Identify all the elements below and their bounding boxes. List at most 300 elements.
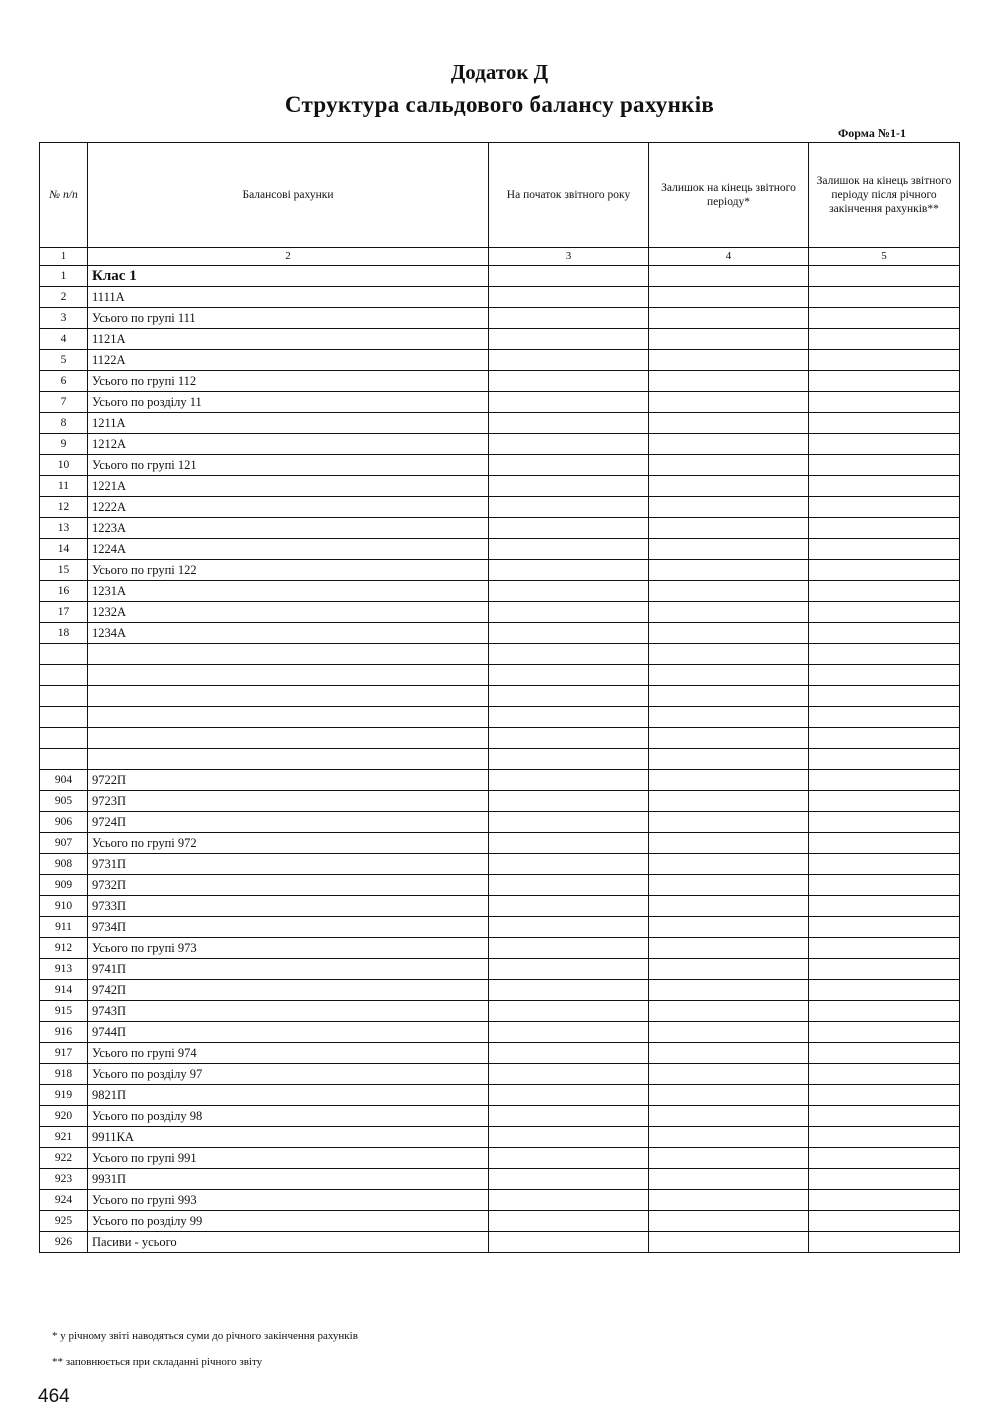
account-name: 9911КА: [88, 1127, 489, 1148]
value-cell: [809, 392, 960, 413]
table-row: [40, 497, 960, 518]
value-cell: [649, 1232, 809, 1253]
table-row: [40, 476, 960, 497]
column-header-start-of-year: На початок звітного року: [489, 143, 649, 248]
account-name: 1211А: [88, 413, 489, 434]
column-number: 3: [489, 248, 649, 266]
row-number: 4: [40, 329, 88, 350]
column-number: 2: [88, 248, 489, 266]
value-cell: [649, 497, 809, 518]
account-name: 1111А: [88, 287, 489, 308]
value-cell: [649, 329, 809, 350]
column-header-number: № п/п: [40, 143, 88, 248]
value-cell: [489, 770, 649, 791]
row-number: 1: [40, 266, 88, 287]
account-name: Усього по групі 112: [88, 371, 489, 392]
table-row: [40, 266, 960, 287]
value-cell: [809, 266, 960, 287]
account-name: Усього по розділу 11: [88, 392, 489, 413]
account-name: Пасиви - усього: [88, 1232, 489, 1253]
account-name: Усього по розділу 97: [88, 1064, 489, 1085]
value-cell: [649, 1106, 809, 1127]
value-cell: [809, 476, 960, 497]
account-name: 9733П: [88, 896, 489, 917]
table-row: [40, 1085, 960, 1106]
account-name: Усього по групі 991: [88, 1148, 489, 1169]
value-cell: [489, 1169, 649, 1190]
value-cell: [489, 749, 649, 770]
value-cell: [809, 1043, 960, 1064]
table-row: [40, 581, 960, 602]
value-cell: [649, 434, 809, 455]
row-number: 926: [40, 1232, 88, 1253]
account-name: Усього по групі 973: [88, 938, 489, 959]
row-number: 18: [40, 623, 88, 644]
value-cell: [649, 413, 809, 434]
table-row: [40, 623, 960, 644]
value-cell: [489, 287, 649, 308]
value-cell: [649, 1043, 809, 1064]
value-cell: [489, 791, 649, 812]
row-number: [40, 686, 88, 707]
row-number: 904: [40, 770, 88, 791]
account-name: 9821П: [88, 1085, 489, 1106]
value-cell: [489, 728, 649, 749]
value-cell: [809, 1085, 960, 1106]
account-name: 1232А: [88, 602, 489, 623]
form-label: Форма №1-1: [838, 126, 906, 140]
account-name: 1212А: [88, 434, 489, 455]
value-cell: [649, 770, 809, 791]
row-number: 10: [40, 455, 88, 476]
value-cell: [489, 413, 649, 434]
value-cell: [809, 1190, 960, 1211]
account-name: Усього по групі 993: [88, 1190, 489, 1211]
value-cell: [649, 1085, 809, 1106]
row-number: 11: [40, 476, 88, 497]
value-cell: [809, 770, 960, 791]
account-name: Усього по групі 974: [88, 1043, 489, 1064]
value-cell: [649, 1001, 809, 1022]
row-number: 12: [40, 497, 88, 518]
row-number: 912: [40, 938, 88, 959]
value-cell: [489, 896, 649, 917]
footnote-2: ** заповнюється при складанні річного звіту: [52, 1356, 263, 1368]
row-number: 6: [40, 371, 88, 392]
table-row: [40, 644, 960, 665]
table-row: [40, 833, 960, 854]
value-cell: [809, 938, 960, 959]
value-cell: [649, 371, 809, 392]
table-row: [40, 1064, 960, 1085]
value-cell: [809, 602, 960, 623]
value-cell: [809, 434, 960, 455]
table-row: [40, 1190, 960, 1211]
account-name: [88, 665, 489, 686]
account-name: 9731П: [88, 854, 489, 875]
value-cell: [489, 812, 649, 833]
value-cell: [809, 707, 960, 728]
account-name: Усього по розділу 98: [88, 1106, 489, 1127]
table-row: [40, 686, 960, 707]
value-cell: [809, 308, 960, 329]
value-cell: [809, 1148, 960, 1169]
table-row: [40, 707, 960, 728]
table-row: [40, 1169, 960, 1190]
table-row: [40, 959, 960, 980]
account-name: 9741П: [88, 959, 489, 980]
account-name: 1223А: [88, 518, 489, 539]
value-cell: [649, 665, 809, 686]
value-cell: [649, 602, 809, 623]
value-cell: [809, 623, 960, 644]
appendix-title: Додаток Д: [450, 60, 549, 84]
value-cell: [489, 854, 649, 875]
value-cell: [809, 1001, 960, 1022]
account-name: 1122А: [88, 350, 489, 371]
row-number: 920: [40, 1106, 88, 1127]
value-cell: [649, 287, 809, 308]
table-row: [40, 329, 960, 350]
value-cell: [489, 350, 649, 371]
row-number: 910: [40, 896, 88, 917]
value-cell: [649, 833, 809, 854]
value-cell: [649, 1211, 809, 1232]
document-title: Структура сальдового балансу рахунків: [284, 92, 715, 117]
value-cell: [489, 686, 649, 707]
table-body: [40, 266, 960, 1253]
account-name: [88, 728, 489, 749]
row-number: 916: [40, 1022, 88, 1043]
page-number: 464: [38, 1386, 70, 1407]
value-cell: [489, 518, 649, 539]
row-number: 925: [40, 1211, 88, 1232]
table-row: [40, 875, 960, 896]
value-cell: [649, 1127, 809, 1148]
value-cell: [649, 749, 809, 770]
value-cell: [809, 329, 960, 350]
value-cell: [489, 1085, 649, 1106]
table-row: [40, 287, 960, 308]
table-row: [40, 665, 960, 686]
value-cell: [809, 371, 960, 392]
value-cell: [649, 812, 809, 833]
row-number: 915: [40, 1001, 88, 1022]
value-cell: [809, 791, 960, 812]
table-row: [40, 371, 960, 392]
account-name: 1222А: [88, 497, 489, 518]
table-row: [40, 350, 960, 371]
account-name: 9931П: [88, 1169, 489, 1190]
table-row: [40, 938, 960, 959]
row-number: 15: [40, 560, 88, 581]
row-number: 5: [40, 350, 88, 371]
value-cell: [649, 854, 809, 875]
table-row: [40, 539, 960, 560]
value-cell: [489, 959, 649, 980]
account-name: 1121А: [88, 329, 489, 350]
value-cell: [809, 728, 960, 749]
value-cell: [809, 581, 960, 602]
account-name: [88, 749, 489, 770]
table-row: [40, 1022, 960, 1043]
column-number: 1: [40, 248, 88, 266]
account-name: Усього по групі 972: [88, 833, 489, 854]
value-cell: [489, 1127, 649, 1148]
account-name: 1231А: [88, 581, 489, 602]
row-number: 907: [40, 833, 88, 854]
value-cell: [809, 1232, 960, 1253]
value-cell: [489, 917, 649, 938]
row-number: [40, 665, 88, 686]
value-cell: [809, 1022, 960, 1043]
account-name: Усього по групі 111: [88, 308, 489, 329]
value-cell: [809, 749, 960, 770]
row-number: 908: [40, 854, 88, 875]
table-row: [40, 392, 960, 413]
table-row: [40, 1148, 960, 1169]
table-row: [40, 1001, 960, 1022]
value-cell: [489, 938, 649, 959]
value-cell: [649, 266, 809, 287]
account-name: Усього по групі 122: [88, 560, 489, 581]
table-row: [40, 308, 960, 329]
value-cell: [809, 833, 960, 854]
account-name: 9724П: [88, 812, 489, 833]
column-header-after-closing: Залишок на кінець звітного періоду після річного закінчення рахунків**: [809, 143, 960, 248]
row-number: [40, 707, 88, 728]
value-cell: [489, 560, 649, 581]
column-number: 4: [649, 248, 809, 266]
row-number: 911: [40, 917, 88, 938]
value-cell: [649, 1169, 809, 1190]
account-name: 9742П: [88, 980, 489, 1001]
value-cell: [489, 371, 649, 392]
value-cell: [649, 539, 809, 560]
account-name: [88, 644, 489, 665]
account-name: Усього по групі 121: [88, 455, 489, 476]
value-cell: [649, 623, 809, 644]
row-number: 917: [40, 1043, 88, 1064]
column-header-accounts: Балансові рахунки: [88, 143, 489, 248]
row-number: 919: [40, 1085, 88, 1106]
value-cell: [489, 539, 649, 560]
value-cell: [489, 497, 649, 518]
table-row: [40, 518, 960, 539]
row-number: [40, 644, 88, 665]
row-number: 2: [40, 287, 88, 308]
value-cell: [489, 875, 649, 896]
value-cell: [649, 938, 809, 959]
value-cell: [489, 665, 649, 686]
account-name: 9723П: [88, 791, 489, 812]
value-cell: [489, 1148, 649, 1169]
value-cell: [809, 560, 960, 581]
value-cell: [809, 1211, 960, 1232]
value-cell: [809, 665, 960, 686]
value-cell: [809, 455, 960, 476]
value-cell: [489, 1232, 649, 1253]
table-row: [40, 560, 960, 581]
value-cell: [809, 896, 960, 917]
value-cell: [809, 812, 960, 833]
row-number: 17: [40, 602, 88, 623]
value-cell: [489, 308, 649, 329]
account-name: Клас 1: [88, 266, 489, 287]
value-cell: [489, 581, 649, 602]
account-name: 9744П: [88, 1022, 489, 1043]
value-cell: [489, 1064, 649, 1085]
value-cell: [809, 875, 960, 896]
table-row: [40, 1232, 960, 1253]
value-cell: [489, 980, 649, 1001]
value-cell: [809, 644, 960, 665]
row-number: 16: [40, 581, 88, 602]
value-cell: [489, 392, 649, 413]
table-row: [40, 770, 960, 791]
value-cell: [649, 875, 809, 896]
value-cell: [489, 644, 649, 665]
value-cell: [489, 434, 649, 455]
header-row: [40, 143, 960, 248]
row-number: 9: [40, 434, 88, 455]
account-name: 9722П: [88, 770, 489, 791]
value-cell: [809, 1064, 960, 1085]
account-name: 1234А: [88, 623, 489, 644]
value-cell: [649, 581, 809, 602]
table-row: [40, 917, 960, 938]
table-row: [40, 896, 960, 917]
table-row: [40, 1043, 960, 1064]
value-cell: [649, 980, 809, 1001]
value-cell: [649, 959, 809, 980]
value-cell: [649, 308, 809, 329]
value-cell: [649, 350, 809, 371]
row-number: 14: [40, 539, 88, 560]
value-cell: [649, 1148, 809, 1169]
value-cell: [489, 1022, 649, 1043]
value-cell: [809, 413, 960, 434]
value-cell: [649, 896, 809, 917]
table-row: [40, 434, 960, 455]
value-cell: [649, 392, 809, 413]
value-cell: [489, 455, 649, 476]
account-name: 9734П: [88, 917, 489, 938]
row-number: 909: [40, 875, 88, 896]
row-number: 8: [40, 413, 88, 434]
value-cell: [649, 518, 809, 539]
value-cell: [489, 266, 649, 287]
value-cell: [809, 1127, 960, 1148]
value-cell: [489, 1043, 649, 1064]
value-cell: [809, 539, 960, 560]
value-cell: [489, 833, 649, 854]
account-name: 9743П: [88, 1001, 489, 1022]
value-cell: [649, 791, 809, 812]
value-cell: [809, 287, 960, 308]
value-cell: [809, 350, 960, 371]
value-cell: [809, 1169, 960, 1190]
table-row: [40, 749, 960, 770]
value-cell: [649, 455, 809, 476]
account-name: 1221А: [88, 476, 489, 497]
account-name: Усього по розділу 99: [88, 1211, 489, 1232]
row-number: 918: [40, 1064, 88, 1085]
account-name: [88, 686, 489, 707]
row-number: 905: [40, 791, 88, 812]
value-cell: [649, 917, 809, 938]
value-cell: [649, 707, 809, 728]
account-name: 1224А: [88, 539, 489, 560]
footnote-1: * у річному звіті наводяться суми до річного закінчення рахунків: [52, 1330, 358, 1342]
value-cell: [489, 1190, 649, 1211]
value-cell: [489, 623, 649, 644]
row-number: 921: [40, 1127, 88, 1148]
value-cell: [809, 518, 960, 539]
row-number: [40, 749, 88, 770]
table-row: [40, 1106, 960, 1127]
column-header-end-of-period: Залишок на кінець звітного періоду*: [649, 143, 809, 248]
value-cell: [809, 980, 960, 1001]
account-name: [88, 707, 489, 728]
value-cell: [809, 917, 960, 938]
row-number: 914: [40, 980, 88, 1001]
value-cell: [649, 686, 809, 707]
table-row: [40, 791, 960, 812]
value-cell: [649, 1190, 809, 1211]
table-row: [40, 980, 960, 1001]
value-cell: [649, 644, 809, 665]
value-cell: [489, 1211, 649, 1232]
table-row: [40, 455, 960, 476]
value-cell: [809, 959, 960, 980]
value-cell: [489, 476, 649, 497]
table-row: [40, 1211, 960, 1232]
value-cell: [489, 602, 649, 623]
value-cell: [809, 1106, 960, 1127]
value-cell: [649, 1064, 809, 1085]
value-cell: [649, 560, 809, 581]
value-cell: [649, 476, 809, 497]
row-number: 913: [40, 959, 88, 980]
value-cell: [489, 1001, 649, 1022]
row-number: 923: [40, 1169, 88, 1190]
table-row: [40, 1127, 960, 1148]
value-cell: [809, 686, 960, 707]
value-cell: [809, 854, 960, 875]
column-number-row: [40, 248, 960, 266]
row-number: 3: [40, 308, 88, 329]
value-cell: [649, 728, 809, 749]
row-number: 13: [40, 518, 88, 539]
table-row: [40, 854, 960, 875]
row-number: 924: [40, 1190, 88, 1211]
row-number: 7: [40, 392, 88, 413]
value-cell: [809, 497, 960, 518]
table-row: [40, 602, 960, 623]
value-cell: [489, 329, 649, 350]
row-number: 922: [40, 1148, 88, 1169]
value-cell: [649, 1022, 809, 1043]
table-row: [40, 728, 960, 749]
table-row: [40, 812, 960, 833]
column-number: 5: [809, 248, 960, 266]
table-row: [40, 413, 960, 434]
row-number: 906: [40, 812, 88, 833]
account-name: 9732П: [88, 875, 489, 896]
value-cell: [489, 707, 649, 728]
row-number: [40, 728, 88, 749]
